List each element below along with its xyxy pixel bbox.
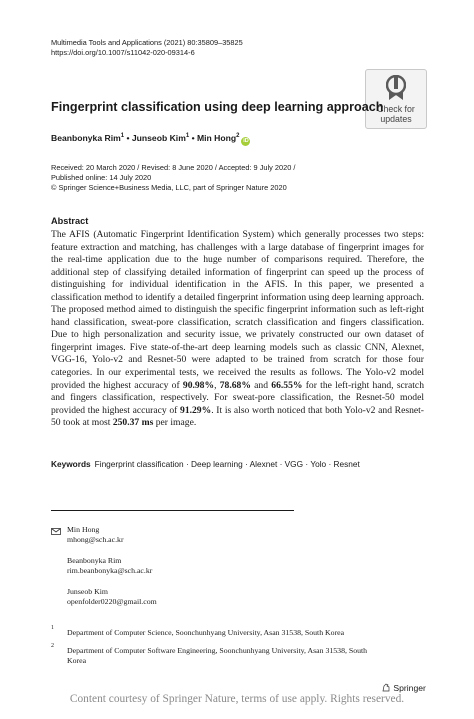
publisher-name: Springer xyxy=(393,683,426,693)
coauthor-email[interactable]: openfolder0220@gmail.com xyxy=(67,597,157,606)
affiliation-text: Korea xyxy=(67,656,87,665)
keywords-list: Fingerprint classification · Deep learning · Alexnet · VGG · Yolo · Resnet xyxy=(94,459,360,469)
keywords-label: Keywords xyxy=(51,459,91,469)
affiliation-number: 2 xyxy=(51,643,54,649)
accuracy-value: 66.55% xyxy=(271,379,303,391)
author-name[interactable]: Beanbonyka Rim xyxy=(51,133,121,143)
coauthor-email[interactable]: rim.beanbonyka@sch.ac.kr xyxy=(67,566,153,575)
envelope-icon xyxy=(51,528,61,535)
affiliation-text: Department of Computer Science, Soonchunhyang University, Asan 31538, South Korea xyxy=(67,628,345,637)
accuracy-value: 91.29% xyxy=(180,404,212,416)
paper-title: Fingerprint classification using deep learning approach xyxy=(51,100,384,114)
copyright-notice: © Springer Science+Business Media, LLC, part of Springer Nature 2020 xyxy=(51,183,287,192)
author-separator: • xyxy=(189,133,197,143)
author-name[interactable]: Junseob Kim xyxy=(131,133,186,143)
springer-horse-icon xyxy=(382,683,391,692)
author-affiliation-marker: 2 xyxy=(236,133,240,140)
author-name[interactable]: Min Hong xyxy=(196,133,237,143)
abstract-heading: Abstract xyxy=(51,216,89,226)
time-value: 250.37 ms xyxy=(112,417,154,429)
check-for-updates-icon xyxy=(386,75,406,100)
abstract-body: The AFIS (Automatic Fingerprint Identification System) which generally processes two steps: feature extraction and matching, has challenges with a large database of fingerprint images for the real-time application due to the huge number of comparisons required. Therefore, the additional step of classifying detailed information of fingerprint can speed up the process of distinguishing for individual identification in the AFIS. In this paper, we presented a classification method to identify a detailed fingerprint information using deep learning approach. The proposed method aimed to distinguish the specific fingerprint information such as left-right hand classification, sweat-pore classification, scratch classification and fingers classification. Due to high personalization and security issue, we privately constructed our own dataset of fingerprint images. Five state-of-the-art deep learning models such as classic CNN, Alexnet, VGG-16, Yolo-v2 and Resnet-50 were adapted to be trained from scratch for those four categories. In our experimental tests, we received the results as follows. The Yolo-v2 model provided the highest accuracy of 90.98%, 78.68% and 66.55% for the left-right hand, scratch and fingers classification, respectively. For sweat-pore classification, the Resnet-50 model provided the highest accuracy of 91.29%. It is also worth noticed that both Yolo-v2 and Resnet-50 took at most 250.37 ms per image. xyxy=(51,229,424,429)
check-for-updates-badge[interactable] xyxy=(365,69,427,129)
footnote-divider xyxy=(51,510,294,511)
corresponding-author-email[interactable]: mhong@sch.ac.kr xyxy=(67,535,124,544)
author-affiliation-marker: 1 xyxy=(120,133,125,140)
footer-notice: Content courtesy of Springer Nature, terms of use apply. Rights reserved. xyxy=(69,693,405,705)
accuracy-value: 90.98% xyxy=(182,379,215,391)
author-list xyxy=(51,133,250,146)
badge-line1: Check for xyxy=(377,104,415,114)
springer-logo xyxy=(382,683,426,693)
author-separator: • xyxy=(124,133,132,143)
journal-doi[interactable]: https://doi.org/10.1007/s11042-020-09314-6 xyxy=(51,48,195,57)
keywords xyxy=(51,459,360,469)
author-affiliation-marker: 1 xyxy=(185,133,190,140)
journal-citation: Multimedia Tools and Applications (2021) 80:35809–35825 xyxy=(51,38,243,47)
corresponding-author-name: Min Hong xyxy=(67,525,100,534)
affiliation-number: 1 xyxy=(51,625,54,631)
published-date: Published online: 14 July 2020 xyxy=(51,173,152,182)
badge-line2: updates xyxy=(380,114,412,124)
accuracy-value: 78.68% xyxy=(219,379,251,391)
coauthor-name: Junseob Kim xyxy=(67,587,108,596)
received-dates: Received: 20 March 2020 / Revised: 8 June 2020 / Accepted: 9 July 2020 / xyxy=(51,163,296,172)
affiliation-text: Department of Computer Software Engineering, Soonchunhyang University, Asan 31538, South xyxy=(67,646,368,655)
coauthor-name: Beanbonyka Rim xyxy=(67,556,122,565)
orcid-icon[interactable]: iD xyxy=(243,138,249,144)
